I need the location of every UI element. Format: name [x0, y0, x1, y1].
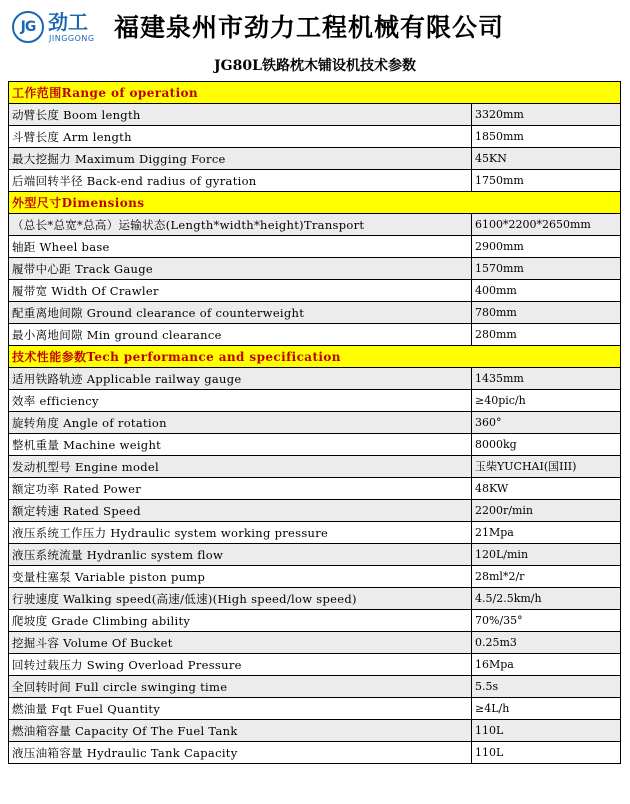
parameter-label: 液压系统工作压力 Hydraulic system working pressure — [9, 522, 472, 543]
parameter-value: 1435mm — [472, 368, 621, 389]
parameter-label: 斗臂长度 Arm length — [9, 126, 472, 147]
parameter-value: ≥40pic/h — [472, 390, 621, 411]
parameter-value: 1750mm — [472, 170, 621, 191]
logo-english-text: JINGGONG — [49, 34, 95, 43]
table-row — [9, 588, 621, 610]
parameter-value: 400mm — [472, 280, 621, 301]
parameter-label: 变量柱塞泵 Variable piston pump — [9, 566, 472, 587]
parameter-label: 行驶速度 Walking speed(高速/低速)(High speed/low speed) — [9, 588, 472, 609]
company-name: 福建泉州市劲力工程机械有限公司 — [114, 13, 505, 42]
parameter-value: 6100*2200*2650mm — [472, 214, 621, 235]
table-row — [9, 720, 621, 742]
company-logo — [12, 11, 108, 45]
table-row — [9, 566, 621, 588]
parameter-label: 履带宽 Width Of Crawler — [9, 280, 472, 301]
parameter-label: 发动机型号 Engine model — [9, 456, 472, 477]
section-header: 工作范围Range of operation — [9, 82, 621, 104]
table-row — [9, 148, 621, 170]
parameter-value: 360° — [472, 412, 621, 433]
parameter-label: 动臂长度 Boom length — [9, 104, 472, 125]
parameter-label: 整机重量 Machine weight — [9, 434, 472, 455]
parameter-value: 28ml*2/r — [472, 566, 621, 587]
parameter-label: 额定功率 Rated Power — [9, 478, 472, 499]
spec-table — [8, 81, 621, 764]
parameter-label: 履带中心距 Track Gauge — [9, 258, 472, 279]
parameter-value: 21Mpa — [472, 522, 621, 543]
parameter-label: 燃油量 Fqt Fuel Quantity — [9, 698, 472, 719]
logo-chinese-text: 劲工 — [48, 10, 88, 34]
parameter-value: 4.5/2.5km/h — [472, 588, 621, 609]
document-header — [0, 0, 630, 56]
parameter-value: 70%/35° — [472, 610, 621, 631]
table-row — [9, 280, 621, 302]
parameter-label: 后端回转半径 Back-end radius of gyration — [9, 170, 472, 191]
table-row — [9, 236, 621, 258]
parameter-value: 2900mm — [472, 236, 621, 257]
parameter-value: 0.25m3 — [472, 632, 621, 653]
table-row — [9, 456, 621, 478]
parameter-label: 适用铁路轨迹 Applicable railway gauge — [9, 368, 472, 389]
table-row — [9, 412, 621, 434]
table-row — [9, 434, 621, 456]
table-row — [9, 258, 621, 280]
parameter-label: （总长*总宽*总高）运输状态(Length*width*height)Transport — [9, 214, 472, 235]
table-row — [9, 522, 621, 544]
parameter-label: 配重离地间隙 Ground clearance of counterweight — [9, 302, 472, 323]
table-row — [9, 632, 621, 654]
parameter-value: ≥4L/h — [472, 698, 621, 719]
parameter-label: 全回转时间 Full circle swinging time — [9, 676, 472, 697]
parameter-label: 最小离地间隙 Min ground clearance — [9, 324, 472, 345]
parameter-value: 120L/min — [472, 544, 621, 565]
table-row — [9, 302, 621, 324]
parameter-label: 轴距 Wheel base — [9, 236, 472, 257]
document-title: JG80L铁路枕木铺设机技术参数 — [214, 58, 416, 74]
parameter-value: 780mm — [472, 302, 621, 323]
table-row — [9, 544, 621, 566]
parameter-value: 5.5s — [472, 676, 621, 697]
parameter-value: 8000kg — [472, 434, 621, 455]
parameter-value: 48KW — [472, 478, 621, 499]
parameter-label: 燃油箱容量 Capacity Of The Fuel Tank — [9, 720, 472, 741]
logo-mark: JG — [12, 11, 44, 43]
table-row — [9, 390, 621, 412]
table-row — [9, 126, 621, 148]
parameter-label: 旋转角度 Angle of rotation — [9, 412, 472, 433]
table-row — [9, 324, 621, 346]
table-row — [9, 676, 621, 698]
parameter-value: 2200r/min — [472, 500, 621, 521]
parameter-value: 110L — [472, 720, 621, 741]
parameter-value: 45KN — [472, 148, 621, 169]
parameter-value: 3320mm — [472, 104, 621, 125]
table-row — [9, 698, 621, 720]
parameter-label: 液压系统流量 Hydranlic system flow — [9, 544, 472, 565]
parameter-label: 效率 efficiency — [9, 390, 472, 411]
parameter-label: 液压油箱容量 Hydraulic Tank Capacity — [9, 742, 472, 763]
section-header: 外型尺寸Dimensions — [9, 192, 621, 214]
parameter-label: 挖掘斗容 Volume Of Bucket — [9, 632, 472, 653]
parameter-value: 110L — [472, 742, 621, 763]
parameter-value: 1850mm — [472, 126, 621, 147]
parameter-label: 爬坡度 Grade Climbing ability — [9, 610, 472, 631]
parameter-label: 额定转速 Rated Speed — [9, 500, 472, 521]
table-row — [9, 742, 621, 764]
table-row — [9, 610, 621, 632]
table-row — [9, 500, 621, 522]
parameter-value: 玉柴YUCHAI(国III) — [472, 456, 621, 477]
section-header: 技术性能参数Tech performance and specification — [9, 346, 621, 368]
table-row — [9, 170, 621, 192]
parameter-label: 回转过载压力 Swing Overload Pressure — [9, 654, 472, 675]
parameter-label: 最大挖掘力 Maximum Digging Force — [9, 148, 472, 169]
parameter-value: 16Mpa — [472, 654, 621, 675]
parameter-value: 280mm — [472, 324, 621, 345]
table-row — [9, 478, 621, 500]
table-row — [9, 104, 621, 126]
table-row — [9, 214, 621, 236]
parameter-value: 1570mm — [472, 258, 621, 279]
table-row — [9, 654, 621, 676]
table-row — [9, 368, 621, 390]
